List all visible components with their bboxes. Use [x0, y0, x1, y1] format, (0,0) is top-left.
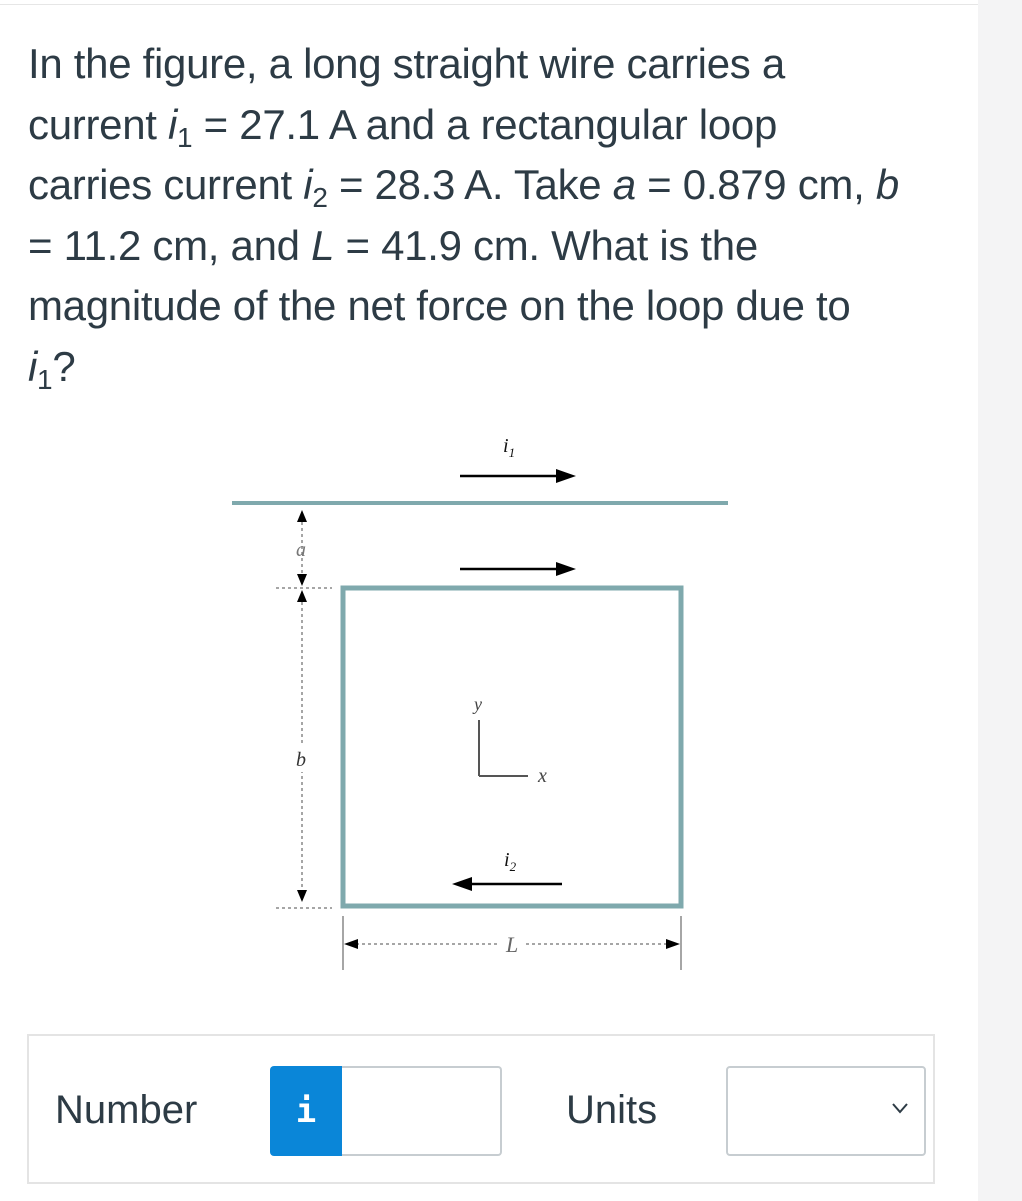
question-line-3: carries current $i_2 = 28.3$ A. Take a = 0.879 cm, b [28, 161, 899, 213]
question-line-5: magnitude of the net force on the loop due to [28, 282, 851, 329]
wire-loop-diagram [220, 420, 750, 980]
label-x: x [538, 765, 547, 787]
i1-arrow-head [556, 469, 576, 483]
b-dim-bottom-arrow [297, 890, 307, 902]
units-select[interactable] [726, 1066, 926, 1156]
label-i2: $i_2$ [504, 849, 517, 874]
label-b: b [296, 749, 306, 771]
label-L: L [506, 932, 519, 957]
b-dim-top-arrow [297, 590, 307, 602]
info-button[interactable] [270, 1066, 342, 1156]
chevron-down-icon [890, 1098, 910, 1118]
page-right-gutter [978, 0, 1022, 1201]
i2-arrow-head [452, 877, 472, 891]
top-divider [0, 4, 978, 5]
units-label: Units [566, 1088, 658, 1132]
loop-top-arrow-head [556, 562, 576, 576]
physics-figure [220, 420, 750, 980]
number-input[interactable] [342, 1066, 502, 1156]
label-y: y [474, 694, 482, 714]
label-i1: $i_1$ [503, 435, 516, 460]
L-left-arrow [344, 939, 358, 949]
question-line-2: current $i_1 = 27.1$ A and a rectangular loop [28, 100, 778, 153]
label-a: a [296, 539, 306, 561]
question-text [28, 34, 928, 397]
number-label: Number [55, 1088, 198, 1132]
info-icon: i [295, 1091, 317, 1131]
a-dim-bottom-arrow [297, 574, 307, 586]
question-line-1: In the figure, a long straight wire carries a [28, 40, 785, 87]
question-line-4: = 11.2 cm, and L = 41.9 cm. What is the [28, 221, 758, 269]
question-line-6: $i_1$? [28, 342, 76, 395]
answer-panel [27, 1034, 935, 1184]
L-right-arrow [666, 939, 680, 949]
a-dim-top-arrow [297, 510, 307, 522]
